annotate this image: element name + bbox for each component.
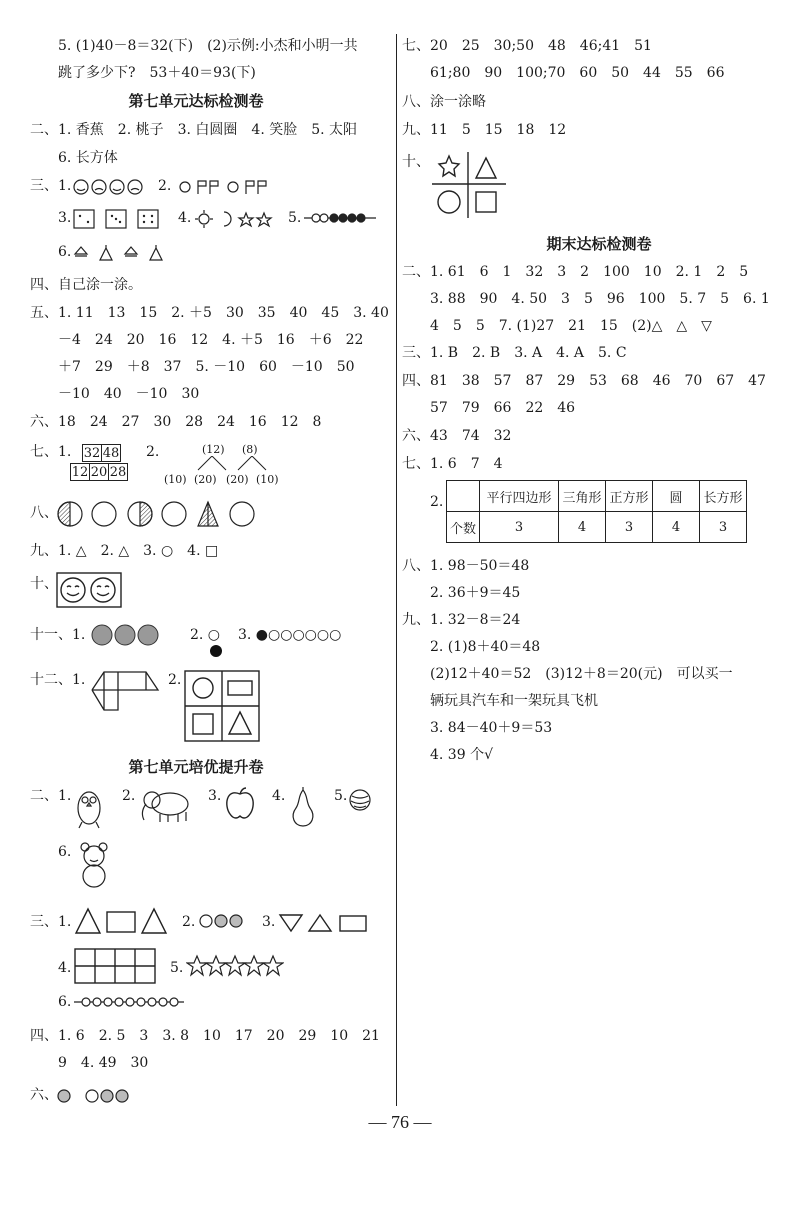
tree-top-2: (8): [242, 443, 258, 456]
table-cell: 平行四边形: [480, 481, 559, 512]
q4-line1: 四、81 38 57 87 29 53 68 46 70 67 47: [402, 373, 766, 389]
tree-bottom-1: (10): [164, 473, 187, 486]
tree-top-1: (12): [202, 443, 225, 456]
q5-line3: ＋7 29 ＋8 37 5. －10 60 －10 50: [58, 359, 355, 375]
table-cell: 个数: [447, 512, 480, 543]
circles-row-icon: [198, 912, 248, 930]
p2-6: 6.: [58, 844, 72, 860]
q2-line1: 二、1. 61 6 1 32 3 2 100 10 2. 1 2 5: [402, 264, 749, 280]
p2-4: 4.: [272, 788, 286, 804]
answer-5-line1: 5. (1)40－8＝32(下) (2)示例:小杰和小明一共: [58, 38, 358, 54]
table-cell: 3: [700, 512, 747, 543]
q4: 四、自己涂一涂。: [30, 277, 142, 293]
folded-shape-icon: [90, 670, 160, 712]
table-cell: 三角形: [559, 481, 606, 512]
r10-label: 十、: [402, 154, 430, 170]
q7-1-answers: 七、1. 6 7 4: [402, 456, 503, 472]
q7-number-grid-top: [82, 444, 121, 462]
q7-number-grid-bottom: [70, 463, 128, 481]
grid-cell: 32: [83, 445, 101, 461]
p6-circles-icon: [56, 1086, 136, 1106]
r7-line1: 七、20 25 30;50 48 46;41 51: [402, 38, 652, 54]
q7-label: 七、1.: [30, 444, 72, 460]
section-title-unit7-advanced: 第七单元培优提升卷: [128, 758, 264, 776]
owl-icon: [74, 786, 104, 832]
q6-answers: 六、43 74 32: [402, 428, 512, 444]
q8-label: 八、: [30, 505, 58, 521]
p3-4-label: 4.: [58, 960, 72, 976]
r9: 九、11 5 15 18 12: [402, 122, 567, 138]
p2-5: 5.: [334, 788, 348, 804]
black-dot-icon: [208, 643, 224, 659]
q9-line3: (2)12＋40＝52 (3)12＋8＝20(元) 可以买一: [430, 666, 733, 682]
table-cell: 正方形: [606, 481, 653, 512]
q3-label: 三、1.: [30, 178, 72, 194]
table-cell: 圆: [653, 481, 700, 512]
q2-line2: 3. 88 90 4. 50 3 5 96 100 5. 7 5 6. 1: [430, 291, 770, 307]
q11-2: 2. ○: [190, 627, 221, 643]
p2-3: 3.: [208, 788, 222, 804]
cross-shapes-icon: [430, 150, 506, 220]
gray-circles-icon: [90, 623, 160, 647]
q2-answers: 二、1. 香蕉 2. 桃子 3. 白圆圈 4. 笑脸 5. 太阳: [30, 122, 358, 138]
q3-2-label: 2.: [158, 178, 172, 194]
grid-cell: 48: [102, 445, 120, 461]
q12-label: 十二、1.: [30, 672, 86, 688]
q3-4-label: 4.: [178, 210, 192, 226]
yarn-ball-icon: [348, 788, 372, 812]
q3-3-label: 3.: [58, 210, 72, 226]
apple-icon: [222, 786, 258, 822]
bead-string-icon: [304, 210, 376, 226]
column-divider: [396, 34, 397, 1106]
q12-2-label: 2.: [168, 672, 182, 688]
q5-line4: －10 40 －10 30: [58, 386, 200, 402]
q9: 九、1. △ 2. △ 3. ○ 4. □: [30, 543, 219, 559]
p4-line1: 四、1. 6 2. 5 3 3. 8 10 17 20 29 10 21: [30, 1028, 380, 1044]
table-cell: 3: [480, 512, 559, 543]
q3-answers: 三、1. B 2. B 3. A 4. A 5. C: [402, 345, 627, 361]
q9-line4: 辆玩具汽车和一架玩具飞机: [430, 693, 598, 709]
p2-2: 2.: [122, 788, 136, 804]
scale-shapes-icon: [72, 242, 172, 262]
p6-label: 六、: [30, 1087, 58, 1103]
teddy-bear-icon: [76, 842, 112, 890]
p4-line2: 9 4. 49 30: [58, 1055, 149, 1071]
q3-6-label: 6.: [58, 244, 72, 260]
q11-3: 3. ●○○○○○○: [238, 627, 342, 643]
q6: 六、18 24 27 30 28 24 16 12 8: [30, 414, 322, 430]
q2-answer-6: 6. 长方体: [58, 150, 118, 166]
q8-line1: 八、1. 98－50＝48: [402, 558, 530, 574]
q9-line2: 2. (1)8＋40＝48: [430, 639, 541, 655]
p3-3-label: 3.: [262, 914, 276, 930]
page-number: — 76 —: [368, 1112, 432, 1132]
q3-5-label: 5.: [288, 210, 302, 226]
q7-2-label: 2.: [430, 494, 444, 510]
q9-line1: 九、1. 32－8＝24: [402, 612, 521, 628]
p3-2-label: 2.: [182, 914, 196, 930]
p3-6-label: 6.: [58, 994, 72, 1010]
answer-5-line2: 跳了多少下? 53＋40＝93(下): [58, 65, 256, 81]
table-cell: [447, 481, 480, 512]
p2-label: 二、1.: [30, 788, 72, 804]
tree-bottom-4: (10): [256, 473, 279, 486]
q5-line1: 五、1. 11 13 15 2. ＋5 30 35 40 45 3. 40: [30, 305, 389, 321]
shaded-shapes-icon: [56, 499, 256, 529]
q4-line2: 57 79 66 22 46: [430, 400, 576, 416]
p3-1-label: 三、1.: [30, 914, 72, 930]
down-up-triangle-rect-icon: [278, 912, 370, 934]
table-cell: 4: [559, 512, 606, 543]
q7-2-label: 2.: [146, 444, 160, 460]
tree-bottom-2: (20): [194, 473, 217, 486]
dice-icon: [72, 208, 164, 230]
triangle-rect-triangle-icon: [74, 906, 168, 936]
q9-line5: 3. 84－40＋9＝53: [430, 720, 553, 736]
grid-cell: 12: [71, 464, 89, 480]
q5-line2: －4 24 20 16 12 4. ＋5 16 ＋6 22: [58, 332, 364, 348]
q2-line3: 4 5 5 7. (1)27 21 15 (2)△ △ ▽: [430, 318, 712, 334]
table-cell: 4: [653, 512, 700, 543]
grid-cell: 20: [90, 464, 108, 480]
p3-5-label: 5.: [170, 960, 184, 976]
stars-row-icon: [186, 954, 284, 978]
table-cell: 3: [606, 512, 653, 543]
pear-icon: [288, 786, 318, 828]
shape-grid-icon: [184, 670, 260, 742]
flower-flag-icon: [176, 178, 272, 196]
table-cell: 长方形: [700, 481, 747, 512]
q10-label: 十、: [30, 576, 58, 592]
tree-bottom-3: (20): [226, 473, 249, 486]
q8-line2: 2. 36＋9＝45: [430, 585, 521, 601]
section-title-unit7-test: 第七单元达标检测卷: [128, 92, 264, 110]
q11-label: 十一、1.: [30, 627, 86, 643]
sun-moon-star-icon: [194, 208, 274, 230]
faces-icon: [72, 178, 156, 196]
q9-line6: 4. 39 个√: [430, 747, 493, 763]
elephant-icon: [138, 788, 194, 824]
section-title-final-test: 期末达标检测卷: [546, 235, 652, 253]
grid-2x4-icon: [74, 948, 156, 984]
grid-cell: 28: [109, 464, 127, 480]
smiley-box-icon: [56, 572, 122, 608]
bead-string-2-icon: [74, 994, 184, 1010]
r7-line2: 61;80 90 100;70 60 50 44 55 66: [430, 65, 725, 81]
r8: 八、涂一涂略: [402, 94, 486, 110]
shape-count-table: [446, 480, 747, 543]
